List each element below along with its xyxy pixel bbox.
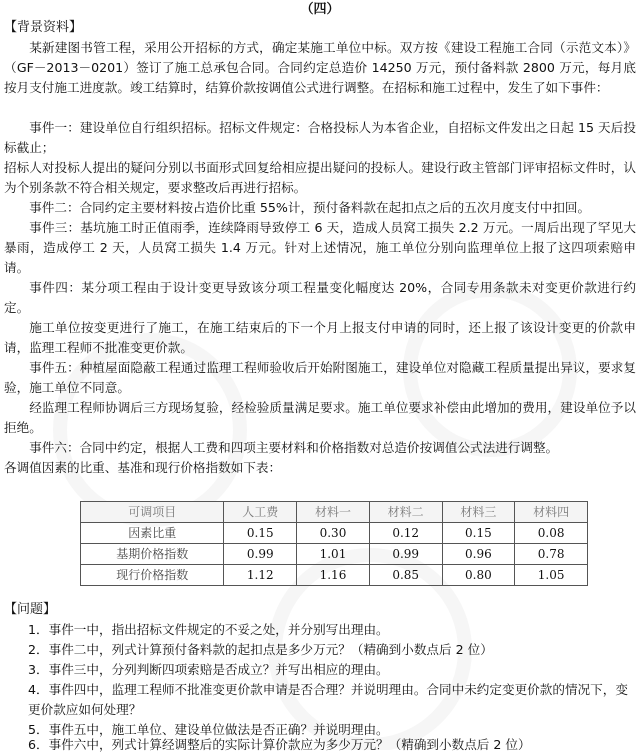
table-cell: 0.78: [515, 544, 588, 565]
table-cell: 1.01: [297, 544, 370, 565]
table-row: [81, 565, 588, 586]
event-1: 事件一：建设单位自行组织招标。招标文件规定：合格投标人为本省企业，自招标文件发出之日起 15 天后投标截止；: [4, 120, 636, 155]
table-cell: 0.85: [369, 565, 442, 586]
event-6: 事件六：合同中约定，根据人工费和四项主要材料和价格指数对总造价按调值公式法进行调整。: [29, 440, 559, 455]
table-header-cell: 材料四: [515, 502, 588, 523]
table-cell: 0.30: [297, 523, 370, 544]
event-5-continued: 经监理工程师协调后三方现场复验，经检验质量满足要求。施工单位要求补偿由此增加的费用，建设单位予以拒绝。: [4, 400, 636, 435]
table-cell: 0.80: [442, 565, 515, 586]
table-header-cell: 材料一: [297, 502, 370, 523]
table-header-cell: 人工费: [224, 502, 297, 523]
price-index-table: [80, 501, 588, 586]
table-cell: 0.15: [442, 523, 515, 544]
table-cell: 0.12: [369, 523, 442, 544]
page-title: （四）: [300, 2, 340, 17]
table-cell: 1.12: [224, 565, 297, 586]
table-cell: 1.05: [515, 565, 588, 586]
table-intro: 各调值因素的比重、基准和现行价格指数如下表：: [4, 460, 282, 475]
table-row-label: 现行价格指数: [81, 565, 224, 586]
table-header-cell: 材料三: [442, 502, 515, 523]
table-cell: 0.96: [442, 544, 515, 565]
questions-heading: 【问题】: [4, 602, 57, 617]
event-3: 事件三：基坑施工时正值雨季，连续降雨导致停工 6 天，造成人员窝工损失 2.2 万元。一周后出现了罕见大暴雨，造成停工 2 天，人员窝工损失 1.4 万元。针对上述情况，施工单位分别向监理单位上报了这四项索赔申请。: [4, 220, 636, 275]
table-row-label: 因素比重: [81, 523, 224, 544]
question-6: 6．事件六中，列式计算经调整后的实际计算价款应为多少万元？（精确到小数点后 2 位）: [28, 737, 531, 752]
event-2: 事件二：合同约定主要材料按占造价比重 55%计，预付备料款在起扣点之后的五次月度支付中扣回。: [29, 200, 591, 215]
table-row: [81, 544, 588, 565]
question-5: 5．事件五中，施工单位、建设单位做法是否正确？并说明理由。: [28, 722, 389, 737]
intro-paragraph: 某新建图书管工程，采用公开招标的方式，确定某施工单位中标。双方按《建设工程施工合同（示范文本）》（GF－2013－0201）签订了施工总承包合同。合同约定总造价 14250 万元，预付备料款 2800 万元，每月底按月支付施工进度款。竣工结算时，结算价款按调值公式进行调整。在招标和施工过程中，发生了如下事件：: [4, 40, 636, 95]
table-header-row: [81, 502, 588, 523]
table-cell: 0.08: [515, 523, 588, 544]
event-4: 事件四：某分项工程由于设计变更导致该分项工程量变化幅度达 20%，合同专用条款未对变更价款进行约定。: [4, 280, 636, 315]
question-4: 4．事件四中，监理工程师不批准变更价款申请是否合理？并说明理由。合同中未约定变更价款的情况下，变更价款应如何处理？: [28, 682, 628, 717]
table-header-cell: 可调项目: [81, 502, 224, 523]
table-cell: 0.99: [224, 544, 297, 565]
question-2: 2．事件二中，列式计算预付备料款的起扣点是多少万元？（精确到小数点后 2 位）: [28, 642, 493, 657]
event-1-continued: 招标人对投标人提出的疑问分别以书面形式回复给相应提出疑问的投标人。建设行政主管部门评审招标文件时，认为个别条款不符合相关规定，要求整改后再进行招标。: [4, 160, 636, 195]
background-heading: 【背景资料】: [4, 20, 83, 35]
table-row: [81, 523, 588, 544]
table-row-label: 基期价格指数: [81, 544, 224, 565]
table-cell: 0.15: [224, 523, 297, 544]
question-1: 1．事件一中，指出招标文件规定的不妥之处，并分别写出理由。: [28, 622, 389, 637]
table-cell: 0.99: [369, 544, 442, 565]
table-cell: 1.16: [297, 565, 370, 586]
event-5: 事件五：种植屋面隐蔽工程通过监理工程师验收后开始附图施工，建设单位对隐藏工程质量提出异议，要求复验，施工单位不同意。: [4, 360, 636, 395]
table-header-cell: 材料二: [369, 502, 442, 523]
event-4-continued: 施工单位按变更进行了施工，在施工结束后的下一个月上报支付申请的同时，还上报了该设计变更的价款申请，监理工程师不批准变更价款。: [4, 320, 636, 355]
question-3: 3．事件三中，分列判断四项索赔是否成立？并写出相应的理由。: [28, 662, 389, 677]
